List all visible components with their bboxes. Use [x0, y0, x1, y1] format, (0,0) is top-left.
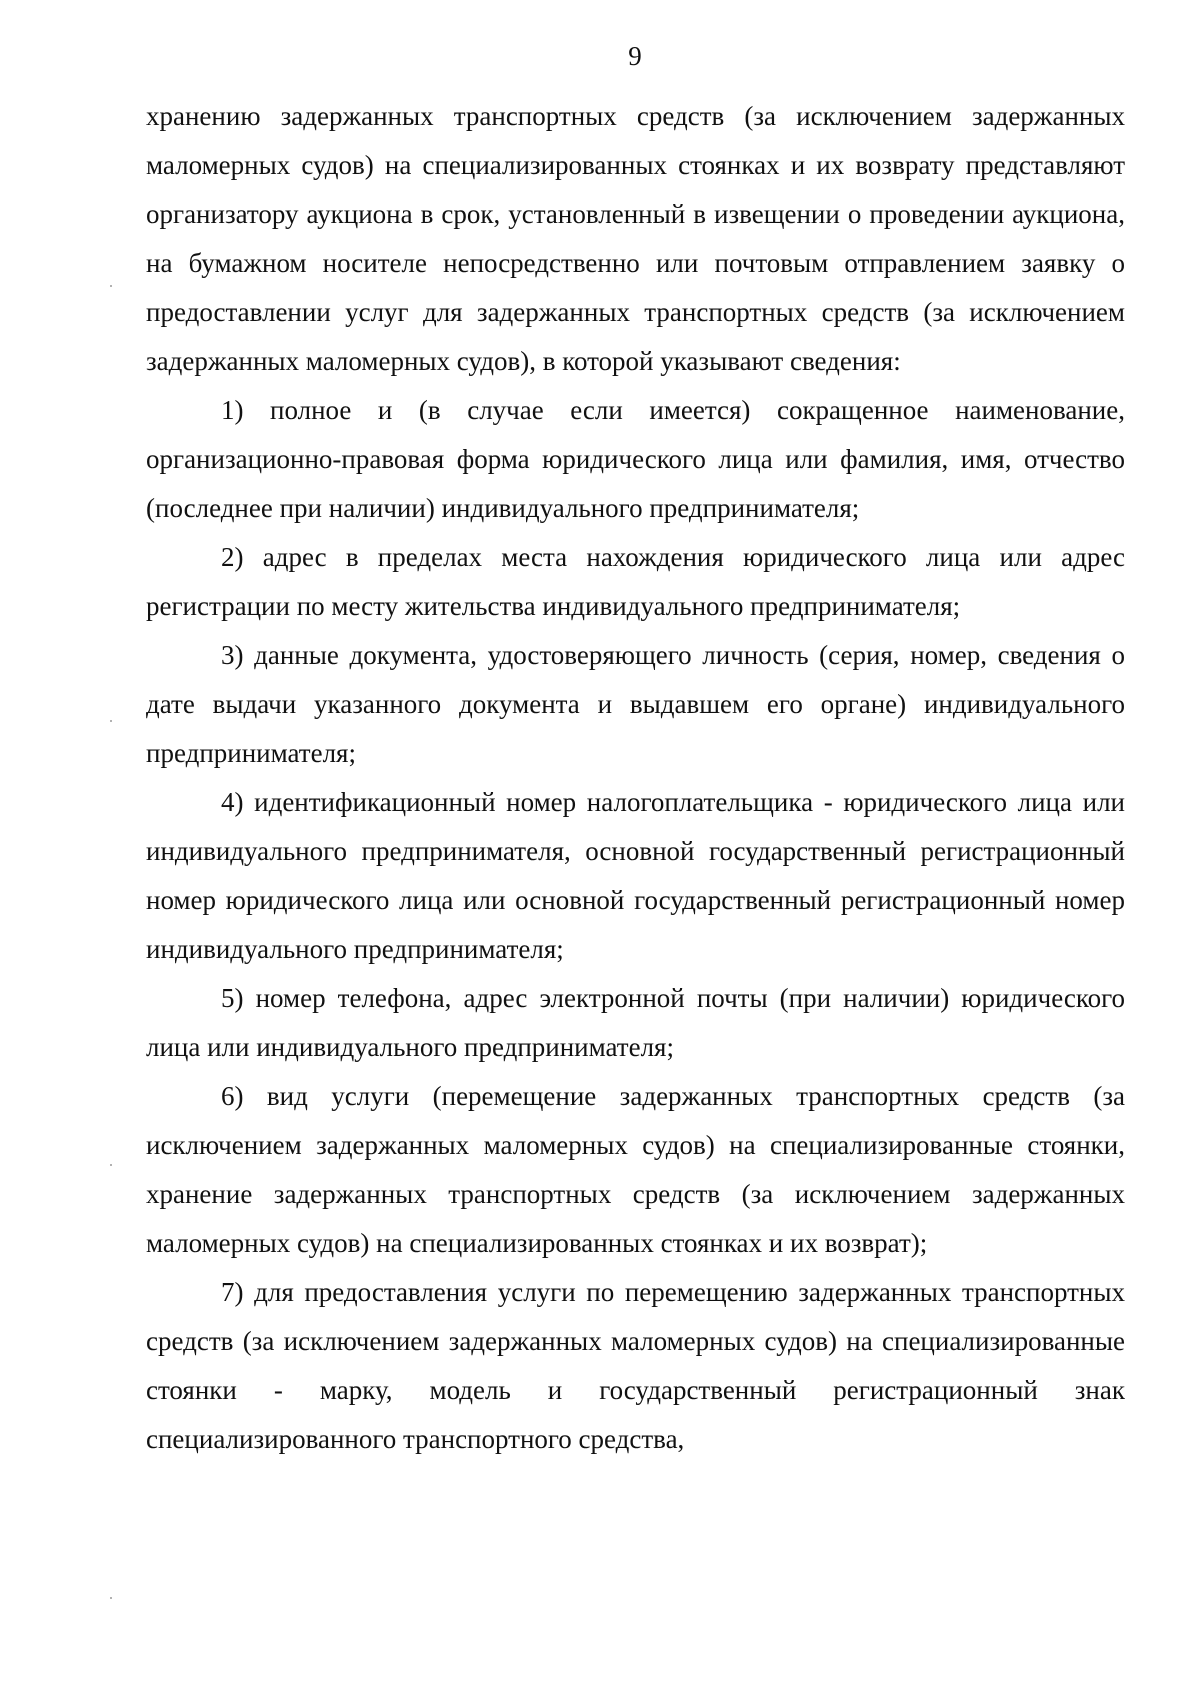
list-item-4: 4) идентификационный номер налогоплательщика - юридического лица или индивидуального предпринимателя, основной государственный регистрационный номер юридического лица или основной государственный регистрационный номер индивидуального предпринимателя; — [146, 787, 1125, 964]
list-item-1: 1) полное и (в случае если имеется) сокращенное наименование, организационно-правовая форма юридического лица или фамилия, имя, отчество (последнее при наличии) индивидуального предпринимателя; — [146, 395, 1125, 523]
scan-dot — [110, 1164, 112, 1166]
scan-dot — [110, 285, 112, 287]
document-body — [146, 92, 1125, 1464]
list-item-3: 3) данные документа, удостоверяющего личность (серия, номер, сведения о дате выдачи указанного документа и выдавшем его органе) индивидуального предпринимателя; — [146, 640, 1125, 768]
page-number: 9 — [628, 41, 642, 71]
list-item-2: 2) адрес в пределах места нахождения юридического лица или адрес регистрации по месту жительства индивидуального предпринимателя; — [146, 542, 1125, 621]
list-item-6: 6) вид услуги (перемещение задержанных транспортных средств (за исключением задержанных маломерных судов) на специализированные стоянки, хранение задержанных транспортных средств (за исключением задержанных маломерных судов) на специализированных стоянках и их возврат); — [146, 1081, 1125, 1258]
list-item-5: 5) номер телефона, адрес электронной почты (при наличии) юридического лица или индивидуального предпринимателя; — [146, 983, 1125, 1062]
scan-dot — [110, 720, 112, 722]
list-item-7: 7) для предоставления услуги по перемещению задержанных транспортных средств (за исключением задержанных маломерных судов) на специализированные стоянки - марку, модель и государственный регистрационный знак специализированного транспортного средства, — [146, 1277, 1125, 1454]
scan-dot — [110, 1597, 112, 1599]
paragraph-intro: хранению задержанных транспортных средств (за исключением задержанных маломерных судов) на специализированных стоянках и их возврату представляют организатору аукциона в срок, установленный в извещении о проведении аукциона, на бумажном носителе непосредственно или почтовым отправлением заявку о предоставлении услуг для задержанных транспортных средств (за исключением задержанных маломерных судов), в которой указывают сведения: — [146, 101, 1125, 376]
